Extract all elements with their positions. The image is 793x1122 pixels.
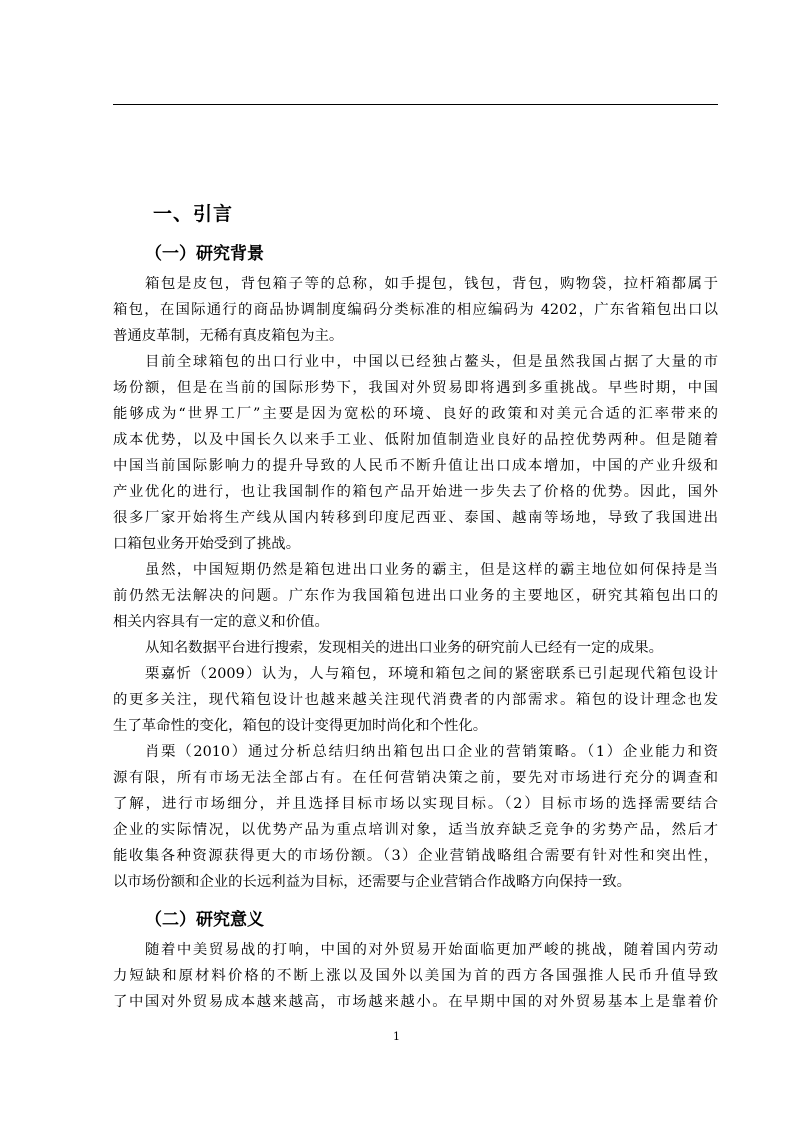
paragraph-line: 成本优势，以及中国长久以来手工业、低附加值制造业良好的品控优势两种。但是随着 [113, 432, 718, 448]
paragraph-line: 肖栗（2010）通过分析总结归纳出箱包出口企业的营销策略。（1）企业能力和资 [145, 744, 718, 760]
paragraph-line: 箱包是皮包，背包箱子等的总称，如手提包，钱包，背包，购物袋，拉杆箱都属于 [145, 276, 718, 292]
paragraph-line: 普通皮革制，无稀有真皮箱包为主。 [113, 328, 344, 344]
paragraph-line: 企业的实际情况，以优势产品为重点培训对象，适当放弃缺乏竞争的劣势产品，然后才 [113, 822, 718, 838]
paragraph-line: 力短缺和原材料价格的不断上涨以及国外以美国为首的西方各国强推人民币升值导致 [113, 968, 718, 984]
paragraph-line: 源有限，所有市场无法全部占有。在任何营销决策之前，要先对市场进行充分的调查和 [113, 770, 718, 786]
paragraph-line: 栗嘉忻（2009）认为，人与箱包，环境和箱包之间的紧密联系已引起现代箱包设计 [145, 666, 718, 682]
paragraph-line: 口箱包业务开始受到了挑战。 [113, 536, 301, 552]
paragraph-line: 从知名数据平台进行搜索，发现相关的进出口业务的研究前人已经有一定的成果。 [145, 640, 664, 656]
paragraph-line: 很多厂家开始将生产线从国内转移到印度尼西亚、泰国、越南等场地，导致了我国进出 [113, 510, 718, 526]
header-rule [113, 104, 718, 105]
paragraph-line: 随着中美贸易战的打响，中国的对外贸易开始面临更加严峻的挑战，随着国内劳动 [145, 942, 718, 958]
paragraph-line: 相关内容具有一定的意义和价值。 [113, 614, 329, 630]
paragraph-line: 生了革命性的变化，箱包的设计变得更加时尚化和个性化。 [113, 718, 488, 734]
paragraph-line: 了中国对外贸易成本越来越高，市场越来越小。在早期中国的对外贸易基本上是靠着价 [113, 994, 718, 1010]
subsection-title-background: （一）研究背景 [145, 244, 264, 264]
paragraph-line: 产业优化的进行，也让我国制作的箱包产品开始进一步失去了价格的优势。因此，国外 [113, 484, 718, 500]
section-title: 一、引言 [153, 203, 234, 225]
paragraph-line: 中国当前国际影响力的提升导致的人民币不断升值让出口成本增加，中国的产业升级和 [113, 458, 718, 474]
paragraph-line: 的更多关注，现代箱包设计也越来越关注现代消费者的内部需求。箱包的设计理念也发 [113, 692, 718, 708]
paragraph-line: 能收集各种资源获得更大的市场份额。（3）企业营销战略组合需要有针对性和突出性， [113, 848, 718, 864]
paragraph-line: 前仍然无法解决的问题。广东作为我国箱包进出口业务的主要地区，研究其箱包出口的 [113, 588, 718, 604]
paragraph-line: 能够成为“世界工厂”主要是因为宽松的环境、良好的政策和对美元合适的汇率带来的 [113, 406, 718, 422]
subsection-title-significance: （二）研究意义 [145, 910, 264, 930]
page-number: 1 [393, 1030, 400, 1043]
paragraph-line: 目前全球箱包的出口行业中，中国以已经独占鳌头，但是虽然我国占据了大量的市 [145, 354, 718, 370]
paragraph-line: 场份额，但是在当前的国际形势下，我国对外贸易即将遇到多重挑战。早些时期，中国 [113, 380, 718, 396]
paragraph-line: 箱包，在国际通行的商品协调制度编码分类标准的相应编码为 4202，广东省箱包出口以 [113, 302, 718, 318]
paragraph-line: 虽然，中国短期仍然是箱包进出口业务的霸主，但是这样的霸主地位如何保持是当 [145, 562, 718, 578]
paragraph-line: 以市场份额和企业的长远利益为目标，还需要与企业营销合作战略方向保持一致。 [113, 874, 632, 890]
paragraph-line: 了解，进行市场细分，并且选择目标市场以实现目标。（2）目标市场的选择需要结合 [113, 796, 718, 812]
